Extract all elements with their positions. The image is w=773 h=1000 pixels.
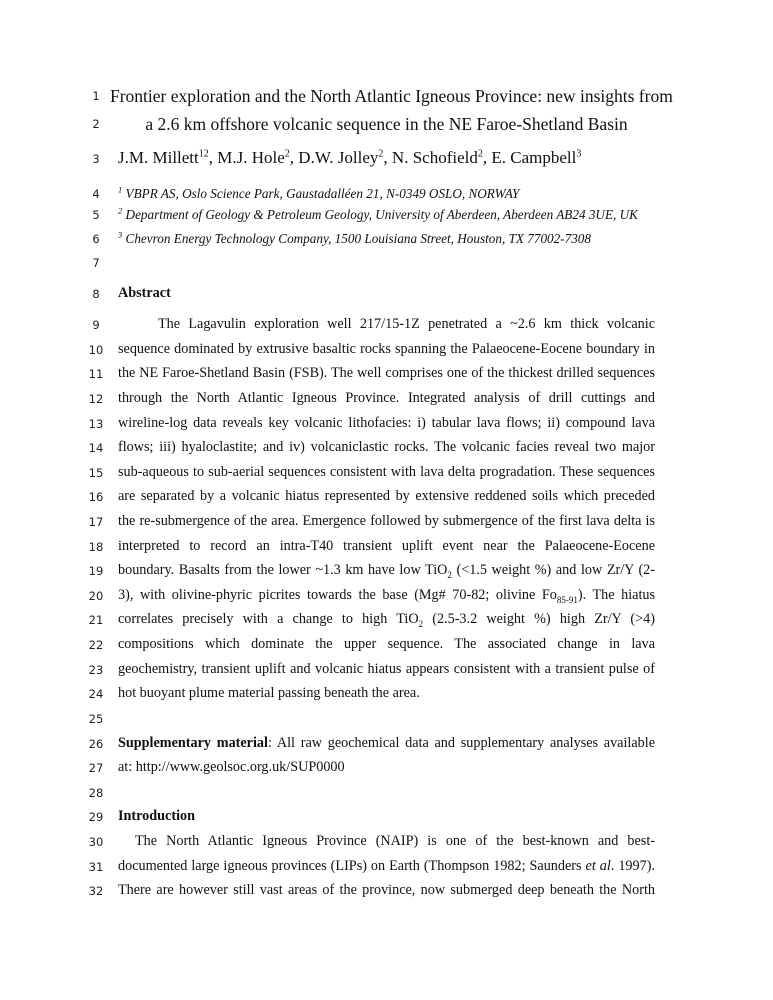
line-number: 30 bbox=[88, 835, 104, 849]
affiliation: $^2$ Department of Geology & Petroleum Geology, University of Aberdeen, Aberdeen AB24 3UE, UK bbox=[118, 205, 638, 222]
line-number: 5 bbox=[92, 208, 100, 222]
abstract-line: correlates precisely with a change to high TiO$_2$ (2.5-3.2 weight %) high Zr/Y (>4) bbox=[118, 611, 655, 629]
abstract-line: sequence dominated by extrusive basaltic rocks spanning the Palaeocene-Eocene boundary in bbox=[118, 341, 655, 357]
abstract-line: wireline-log data reveals key volcanic lithofacies: i) tabular lava flows; ii) compound lava bbox=[118, 415, 655, 431]
author-list bbox=[118, 148, 655, 168]
author: N. Schofield$^2$, bbox=[391, 148, 492, 167]
author: M.J. Hole$^2$, bbox=[217, 148, 299, 167]
abstract-line: through the North Atlantic Igneous Province. Integrated analysis of drill cuttings and bbox=[118, 390, 655, 406]
abstract-line: compositions which dominate the upper sequence. The associated change in lava bbox=[118, 636, 655, 652]
author: J.M. Millett$^{12}$, bbox=[118, 148, 218, 167]
abstract-line: The Lagavulin exploration well 217/15-1Z penetrated a ~2.6 km thick volcanic bbox=[158, 316, 655, 332]
line-number: 31 bbox=[88, 860, 104, 874]
line-number: 14 bbox=[88, 441, 104, 455]
line-number: 28 bbox=[88, 786, 104, 800]
line-number: 21 bbox=[88, 613, 104, 627]
line-number: 17 bbox=[88, 515, 104, 529]
line-number: 19 bbox=[88, 564, 104, 578]
line-number: 32 bbox=[88, 884, 104, 898]
line-number: 26 bbox=[88, 737, 104, 751]
line-number: 3 bbox=[92, 152, 100, 166]
author: D.W. Jolley$^2$, bbox=[298, 148, 392, 167]
line-number: 2 bbox=[92, 117, 100, 131]
line-number: 27 bbox=[88, 761, 104, 775]
abstract-line: sub-aqueous to sub-aerial sequences consistent with lava delta progradation. These sequences bbox=[118, 464, 655, 480]
abstract-line: 3), with olivine-phyric picrites towards the base (Mg# 70-82; olivine $Fo_{85-91}$). The hiatus bbox=[118, 587, 656, 605]
paper-title-line-1: Frontier exploration and the North Atlantic Igneous Province: new insights from bbox=[110, 86, 673, 106]
introduction-heading: Introduction bbox=[118, 808, 195, 824]
line-number: 23 bbox=[88, 663, 104, 677]
abstract-line: interpreted to record an intra-T40 transient uplift event near the Palaeocene-Eocene bbox=[118, 538, 655, 554]
abstract-line: the re-submergence of the area. Emergence followed by submergence of the first lava delta is bbox=[118, 513, 655, 529]
affiliation: $^1$ VBPR AS, Oslo Science Park, Gaustadalléen 21, N-0349 OSLO, NORWAY bbox=[118, 184, 520, 201]
affiliation: $^3$ Chevron Energy Technology Company, 1500 Louisiana Street, Houston, TX 77002-7308 bbox=[118, 229, 591, 246]
line-number: 4 bbox=[92, 187, 100, 201]
paper-title-line-2: a 2.6 km offshore volcanic sequence in the NE Faroe-Shetland Basin bbox=[145, 114, 628, 134]
line-number: 16 bbox=[88, 490, 104, 504]
introduction-line: The North Atlantic Igneous Province (NAIP) is one of the best-known and best- bbox=[135, 833, 655, 849]
line-number: 8 bbox=[92, 287, 100, 301]
abstract-heading: Abstract bbox=[118, 285, 171, 301]
abstract-line: the NE Faroe-Shetland Basin (FSB). The well comprises one of the thickest drilled sequences bbox=[118, 365, 655, 381]
line-number: 22 bbox=[88, 638, 104, 652]
introduction-line: There are however still vast areas of the province, now submerged deep beneath the North bbox=[118, 882, 655, 898]
line-number: 7 bbox=[92, 256, 100, 270]
line-number: 24 bbox=[88, 687, 104, 701]
line-number: 1 bbox=[92, 89, 100, 103]
line-number: 20 bbox=[88, 589, 104, 603]
abstract-line: geochemistry, transient uplift and volcanic hiatus appears consistent with a transient pulse of bbox=[118, 661, 655, 677]
abstract-line: flows; iii) hyaloclastite; and iv) volcaniclastic rocks. The volcanic facies reveal two major bbox=[118, 439, 655, 455]
line-number: 12 bbox=[88, 392, 104, 406]
line-number: 18 bbox=[88, 540, 104, 554]
line-number: 9 bbox=[92, 318, 100, 332]
line-number: 15 bbox=[88, 466, 104, 480]
abstract-line: are separated by a volcanic hiatus represented by extensive reddened soils which preceded bbox=[118, 488, 655, 504]
line-number: 10 bbox=[88, 343, 104, 357]
abstract-line: boundary. Basalts from the lower ~1.3 km have low TiO$_2$ (<1.5 weight %) and low Zr/Y (2- bbox=[118, 562, 655, 580]
line-number: 11 bbox=[88, 367, 104, 381]
supplementary-link[interactable]: at: http://www.geolsoc.org.uk/SUP0000 bbox=[118, 759, 345, 775]
author: E. Campbell$^3$ bbox=[491, 148, 582, 167]
line-number: 13 bbox=[88, 417, 104, 431]
line-number: 25 bbox=[88, 712, 104, 726]
supplementary-material: Supplementary material: All raw geochemical data and supplementary analyses available bbox=[118, 735, 655, 751]
line-number: 29 bbox=[88, 810, 104, 824]
line-number: 6 bbox=[92, 232, 100, 246]
abstract-line: hot buoyant plume material passing beneath the area. bbox=[118, 685, 420, 701]
introduction-line: documented large igneous provinces (LIPs) on Earth (Thompson 1982; Saunders et al. 1997). bbox=[118, 858, 655, 874]
supplementary-label: Supplementary material bbox=[118, 735, 268, 751]
